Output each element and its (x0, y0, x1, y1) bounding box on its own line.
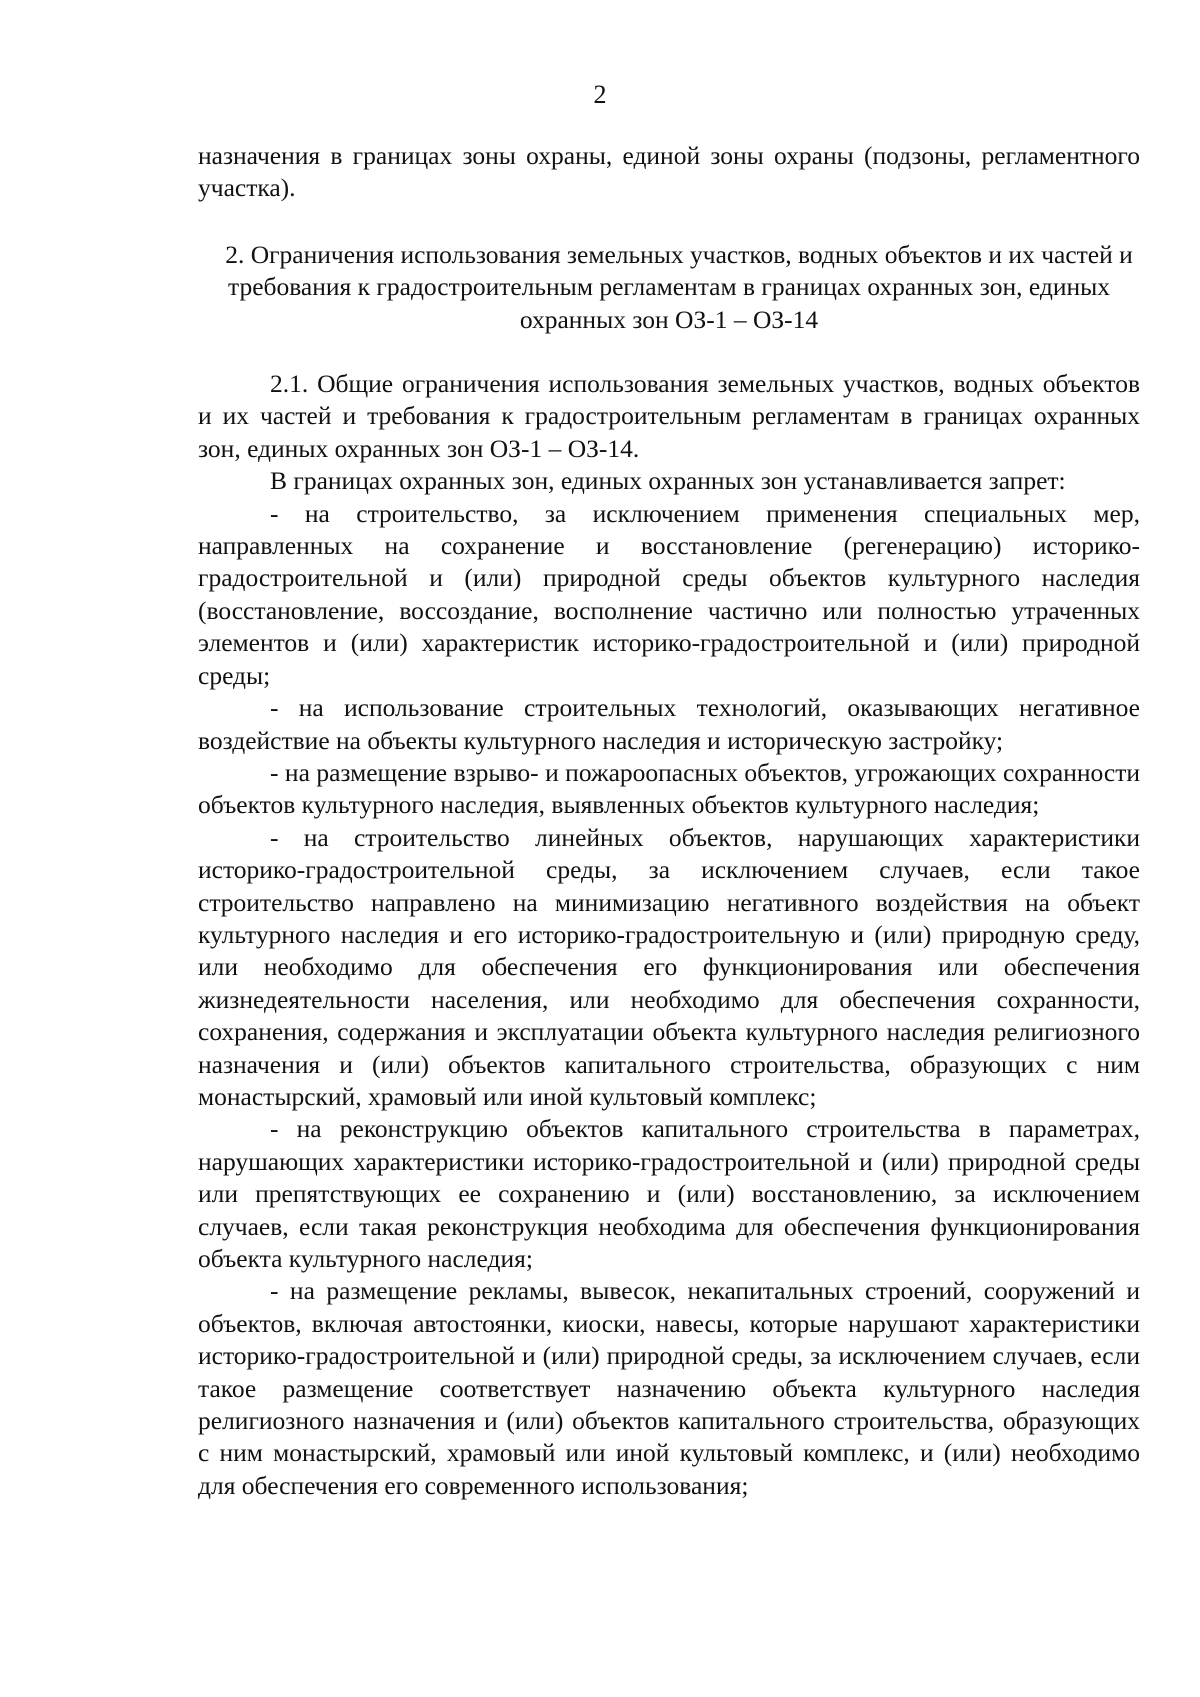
list-item-technologies: - на использование строительных технологий, оказывающих негативное воздействие на объекты культурного наследия и историческую застройку; (198, 693, 1140, 755)
list-item-linear-objects: - на строительство линейных объектов, нарушающих характеристики историко-градостроительной среды, за исключением случаев, если такое строительство направлено на минимизацию негативного воздействия на объект культурного наследия и его историко-градостроительную и (или) природную среду, или необходимо для обеспечения его функционирования или обеспечения жизнедеятельности населения, или необходимо для обеспечения сохранности, сохранения, содержания и эксплуатации объекта культурного наследия религиозного назначения и (или) объектов капитального строительства, образующих с ним монастырский, храмовый или иной культовый комплекс; (198, 822, 1140, 1111)
list-item-hazardous-objects: - на размещение взрыво- и пожароопасных объектов, угрожающих сохранности объектов культурного наследия, выявленных объектов культурного наследия; (198, 757, 1140, 820)
subsection-intro: 2.1. Общие ограничения использования земельных участков, водных объектов и их частей и требования к градостроительным регламентам в границах охранных зон, единых охранных зон ОЗ-1 – ОЗ-14. (198, 369, 1140, 463)
section-heading: 2. Ограничения использования земельных участков, водных объектов и их частей и требования к градостроительным регламентам в границах охранных зон, единых охранных зон ОЗ-1 – ОЗ-14 (225, 239, 1133, 334)
document-body (198, 140, 1140, 1502)
page-number: 2 (593, 80, 607, 109)
list-item-advertising: - на размещение рекламы, вывесок, некапитальных строений, сооружений и объектов, включая автостоянки, киоски, навесы, которые нарушают характеристики историко-градостроительной и (или) природной среды, за исключением случаев, если такое размещение соответствует назначению объекта культурного наследия религиозного назначения и (или) объектов капитального строительства, образующих с ним монастырский, храмовый или иной культовый комплекс, и (или) необходимо для обеспечения его современного использования; (198, 1276, 1140, 1500)
prohibition-intro: В границах охранных зон, единых охранных зон устанавливается запрет: (270, 466, 1066, 496)
continuation-paragraph: назначения в границах зоны охраны, единой зоны охраны (подзоны, регламентного участка). (198, 141, 1140, 203)
list-item-construction: - на строительство, за исключением применения специальных мер, направленных на сохранение и восстановление (регенерацию) историко-градостроительной и (или) природной среды объектов культурного наследия (восстановление, воссоздание, восполнение частично или полностью утраченных элементов и (или) характеристик историко-градостроительной и (или) природной среды; (198, 498, 1140, 690)
list-item-reconstruction: - на реконструкцию объектов капитального строительства в параметрах, нарушающих характеристики историко-градостроительной и (или) природной среды или препятствующих ее сохранению и (или) восстановлению, за исключением случаев, если такая реконструкция необходима для обеспечения функционирования объекта культурного наследия; (198, 1114, 1140, 1273)
